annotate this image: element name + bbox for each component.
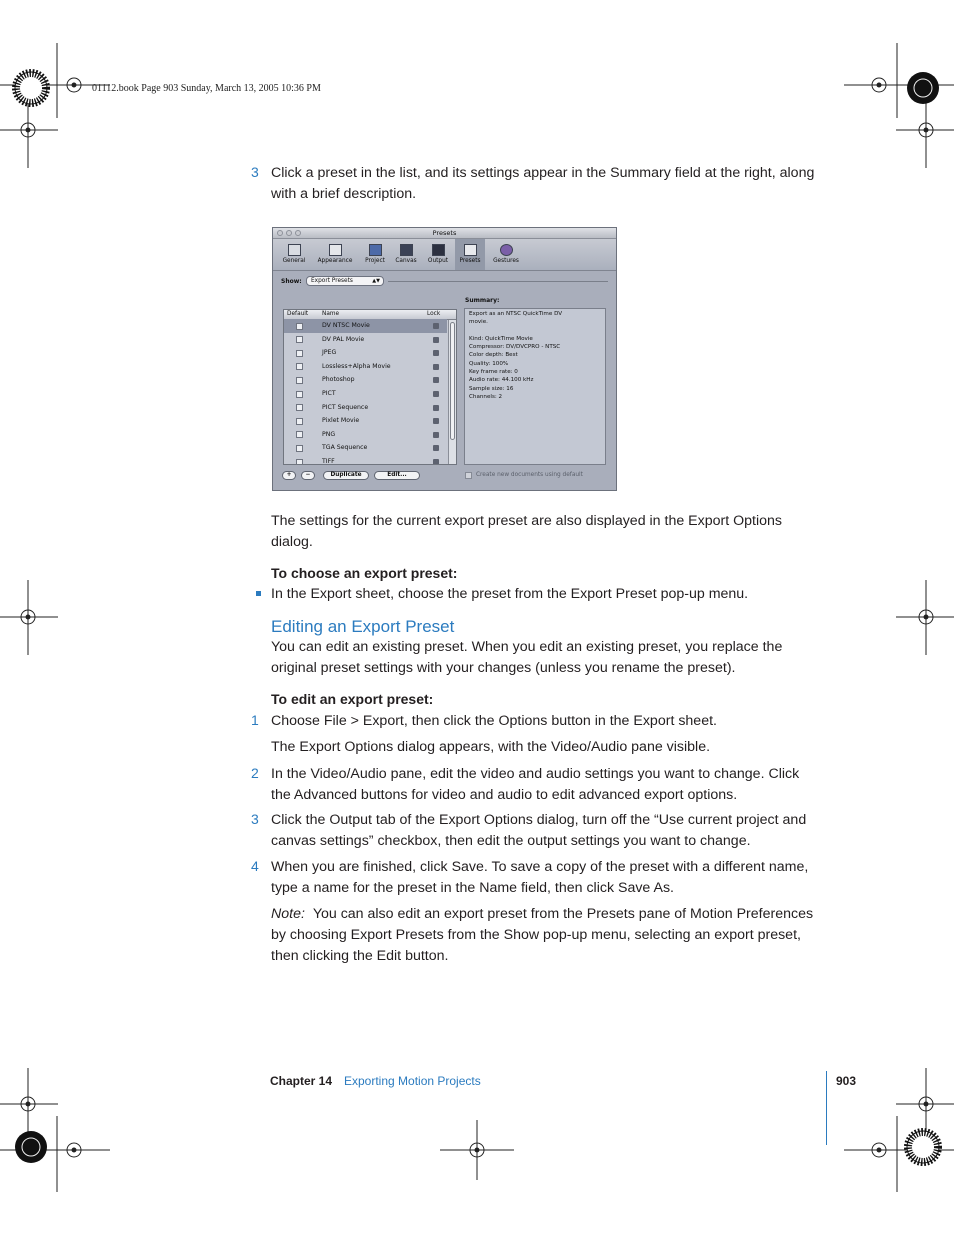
divider — [388, 281, 608, 282]
table-row[interactable]: Photoshop — [284, 373, 447, 387]
lock-icon[interactable] — [433, 445, 439, 451]
create-new-documents-label: Create new documents using default — [476, 472, 583, 478]
table-row[interactable]: Lossless+Alpha Movie — [284, 360, 447, 374]
column-lock[interactable]: Lock — [427, 311, 441, 317]
table-row[interactable]: PICT — [284, 387, 447, 401]
footer-divider — [826, 1071, 827, 1145]
toolbar-appearance[interactable]: Appearance — [313, 239, 357, 270]
default-checkbox[interactable] — [296, 404, 303, 411]
popup-arrows-icon: ▲▼ — [372, 278, 380, 284]
paragraph: The settings for the current export preset are also displayed in the Export Options dialog. — [271, 513, 783, 550]
add-preset-button[interactable]: + — [282, 471, 296, 480]
remove-preset-button[interactable]: − — [301, 471, 315, 480]
summary-field: Export as an NTSC QuickTime DV movie. Kind: QuickTime Movie Compressor: DV/DVCPRO - NTSC Color depth: Best Quality: 100% Key frame rate: 0 Audio rate: 44.100 kHz Sample size: 16 Channels: 2 — [464, 308, 606, 465]
lock-icon[interactable] — [433, 323, 439, 329]
bullet-text: In the Export sheet, choose the preset from the Export Preset pop-up menu. — [271, 586, 749, 602]
table-scrollbar[interactable] — [448, 320, 456, 464]
section-paragraph: You can edit an existing preset. When you edit an existing preset, you replace the original preset settings with your changes (unless you rename the preset). — [271, 639, 783, 676]
footer-chapter-title: Exporting Motion Projects — [344, 1074, 481, 1088]
edit-button[interactable]: Edit... — [374, 471, 420, 480]
procedure-heading: To edit an export preset: — [271, 691, 434, 707]
table-row[interactable]: Pixlet Movie — [284, 414, 447, 428]
toolbar-presets[interactable]: Presets — [455, 239, 485, 270]
table-row[interactable]: JPEG — [284, 346, 447, 360]
default-checkbox[interactable] — [296, 459, 303, 466]
lock-icon[interactable] — [433, 364, 439, 370]
general-icon — [288, 244, 301, 256]
presets-icon — [464, 244, 477, 256]
default-checkbox[interactable] — [296, 391, 303, 398]
default-checkbox[interactable] — [296, 363, 303, 370]
procedure-heading: To choose an export preset: — [271, 565, 458, 581]
step-text: Click the Output tab of the Export Options dialog, turn off the “Use current project and canvas settings” checkbox, then edit the output settings you want to change. — [271, 812, 807, 849]
step-number: 1 — [251, 712, 259, 728]
step-number: 2 — [251, 765, 259, 781]
table-row[interactable]: DV NTSC Movie — [284, 319, 447, 333]
table-row[interactable]: PNG — [284, 428, 447, 442]
step-number: 3 — [251, 811, 259, 827]
project-icon — [369, 244, 382, 256]
create-new-documents-checkbox[interactable] — [465, 472, 472, 479]
column-name[interactable]: Name — [322, 311, 340, 317]
lock-icon[interactable] — [433, 432, 439, 438]
step-number: 3 — [251, 164, 259, 180]
presets-table[interactable] — [283, 309, 457, 465]
show-label: Show: — [281, 278, 302, 285]
window-title: Presets — [432, 229, 457, 237]
default-checkbox[interactable] — [296, 418, 303, 425]
canvas-icon — [400, 244, 413, 256]
lock-icon[interactable] — [433, 377, 439, 383]
footer-chapter: Chapter 14 — [270, 1074, 333, 1088]
toolbar-gestures[interactable]: Gestures — [488, 239, 524, 270]
show-popup-menu[interactable]: Export Presets ▲▼ — [306, 276, 384, 286]
summary-label: Summary: — [465, 297, 500, 304]
section-title: Editing an Export Preset — [271, 617, 455, 636]
step-text: In the Video/Audio pane, edit the video and audio settings you want to change. Click the Advanced buttons for video and audio to edit advanced export options. — [271, 766, 800, 803]
duplicate-button[interactable]: Duplicate — [323, 471, 369, 480]
lock-icon[interactable] — [433, 405, 439, 411]
step-text: Choose File > Export, then click the Options button in the Export sheet. — [271, 713, 717, 729]
presets-window-screenshot — [272, 227, 617, 491]
lock-icon[interactable] — [433, 459, 439, 465]
gestures-pen-icon — [500, 244, 513, 256]
window-titlebar — [273, 228, 616, 239]
note: Note: You can also edit an export preset from the Presets pane of Motion Preferences by choosing Export Presets from the Show pop-up menu, selecting an export preset, then clicking the Edit button. — [271, 906, 814, 964]
lock-icon[interactable] — [433, 337, 439, 343]
toolbar-project[interactable]: Project — [361, 239, 389, 270]
default-checkbox[interactable] — [296, 445, 303, 452]
page-number: 903 — [836, 1074, 857, 1088]
print-header-note: 01112.book Page 903 Sunday, March 13, 2005 10:36 PM — [92, 83, 321, 94]
lock-icon[interactable] — [433, 391, 439, 397]
table-row[interactable]: TIFF — [284, 455, 447, 465]
scrollbar-thumb[interactable] — [450, 322, 455, 440]
toolbar-canvas[interactable]: Canvas — [392, 239, 420, 270]
preferences-toolbar — [273, 239, 616, 271]
toolbar-general[interactable]: General — [279, 239, 309, 270]
default-checkbox[interactable] — [296, 377, 303, 384]
step-text: When you are finished, click Save. To save a copy of the preset with a different name, type a name for the preset in the Name field, then click Save As. — [271, 859, 809, 896]
bullet-icon — [256, 591, 261, 596]
column-default[interactable]: Default — [287, 311, 309, 317]
step-text: Click a preset in the list, and its settings appear in the Summary field at the right, along with a brief description. — [271, 165, 815, 202]
output-icon — [432, 244, 445, 256]
toolbar-output[interactable]: Output — [424, 239, 452, 270]
lock-icon[interactable] — [433, 418, 439, 424]
table-row[interactable]: TGA Sequence — [284, 441, 447, 455]
step-number: 4 — [251, 858, 259, 874]
default-checkbox[interactable] — [296, 431, 303, 438]
appearance-icon — [329, 244, 342, 256]
default-checkbox[interactable] — [296, 350, 303, 357]
default-checkbox[interactable] — [296, 336, 303, 343]
table-row[interactable]: DV PAL Movie — [284, 333, 447, 347]
step-result-text: The Export Options dialog appears, with the Video/Audio pane visible. — [271, 739, 711, 755]
table-row[interactable]: PICT Sequence — [284, 401, 447, 415]
lock-icon[interactable] — [433, 350, 439, 356]
default-checkbox[interactable] — [296, 323, 303, 330]
note-label: Note: — [271, 906, 305, 922]
